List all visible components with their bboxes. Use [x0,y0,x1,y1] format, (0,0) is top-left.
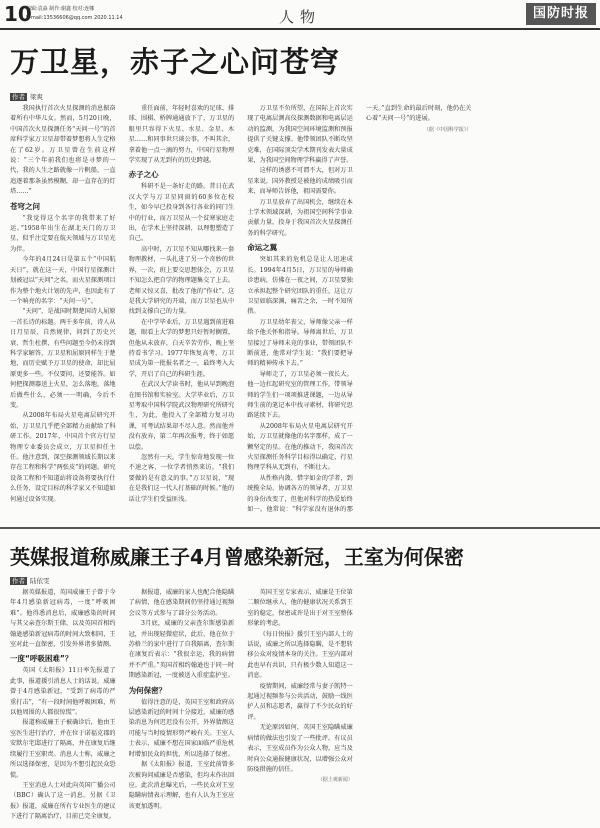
contact-date: E-mail:13536606@qq.com 2020.11.14 [26,15,123,21]
paragraph: 英国王室专家表示，威廉是王位第二顺位继承人，他的健康状况关系到王室的稳定，保密或许是出于对王室整体形象的考虑。 [247,589,353,628]
article2-body [10,588,590,826]
paragraph: 值得注意的是，英国王室和政府高层感染新冠的时间十分接近，威廉的感染消息为何迟迟没有公开，外界猜测这可能与当时疫情形势严峻有关。王室人士表示，威廉不想在国家面临严重危机时增加民众的担忧，所以选择了保密。 [128,698,235,758]
section-title: 人物 [278,8,321,26]
article1-subhead-3: 命运之翼 [247,243,278,253]
page-header [0,0,600,30]
article1-headline: 万卫星，赤子之心问苍穹 [10,45,341,79]
article1-subhead-1: 苍穹之问 [10,201,40,211]
article2-byline [10,576,50,585]
newspaper-logo: 国防时报 [526,3,596,25]
page-number: 10 [4,2,32,26]
paragraph: 从性格内敛、惜字如金的学者，到统揽全局、协调各方的领导者，万卫星的身份改变了，但他对科学的热爱始终如一。他常说：“科学家没有退休的那一天。”直到生命的最后时刻，他仍在关心着“天问一号”的进展。 [247,105,472,514]
paragraph: 据报道，威廉的家人也配合他隐瞒了病情，他在感染期间仍坚持通过视频会议等方式参与了部分公务活动。 [128,589,235,617]
paragraph: 报道称威廉王子被确诊后，他由王室医生进行治疗，并在位于诺福克郡的安默尔宅邸进行了隔离，并在康复后继续履行王室职责。消息人士称，威廉之所以选择保密，是因为不想引起民众恐慌。 [10,719,116,779]
paragraph: 《每日快报》援引王室内部人士的话说，威廉之所以选择隐瞒，是不想转移公众对疫情本身的关注。王室内部对此也早有共识，只有极少数人知道这一消息。 [247,630,353,680]
paragraph: 突如其来的危机总是让人迅速成长。1994年4月5日，万卫星的导师确诊患病，仿佛在一夜之间，万卫星要独立承担起整个研究团队的重任，这让万卫星如临深渊，痛苦之余，一时不知所措。 [247,256,353,316]
article2-source: （据上观新闻） [317,777,353,784]
paragraph: 我国执行首次火星探测的消息振奋着所有中华儿女。然而，5月20日晚，中国首次火星探测任务“天问一号”的首席科学家万卫星却带着梦想将人生定格在了62岁。万卫星曾在生前这样说：“三个年前我们也将是寻梦的一代，我的人生之路就像一片帆船，一直追逐着那条虽然模糊，却一直存在的灯塔……” [10,105,116,196]
article2-subhead-2: 为何保密？ [128,685,167,695]
paragraph: 据《太阳报》报道，王室此前曾多次被询问威廉是否感染，但均未作出回应。此次消息曝光后，一些民众对王室隐瞒病情表示理解，也有人认为王室应该更加透明。 [128,761,235,810]
paragraph: 据英媒报道，英国威廉王子曾于今年4月感染新冠病毒，一度“呼吸困难”。他得悉消息后，威廉感染的时间与其父亲查尔斯王储、以及英国首相约翰逊感染新冠病毒的时间大致相同，王室对此一直保密，引发外界诸多猜测。 [10,589,116,649]
article2-author: 陆依雯 [30,577,50,585]
article1-body [10,104,590,520]
paragraph: 从2008年布局火星电离层研究开始，万卫星几乎把全部精力贡献给了科研工作。2017年，中国首个官方行星物理专业委员会成立，万卫星担任主任。他注意到，深空探测领域长期以来存在工程和科学“两张皮”的问题。研究设备工程和不知道站将设备将要执行什么任务，设定目标的科学家又不知道如何通过设备实现。 [10,412,116,503]
editor-credits: 编辑:袁淼 制作:谢鑫 校对:连娜 [26,6,95,12]
paragraph: 今年的4月24日是第五个“中国航天日”，就在这一天，中国行星探测计划被冠以“天问”之名，而火星探测项目作为整个地火计划的先声，也因此有了一个响亮的名字：“天问一号”。 [10,256,116,305]
article1-author: 梁爽 [30,93,43,101]
paragraph: 3月底，威廉的父亲查尔斯感染新冠，并出现轻微症状，此后，他在位于苏格兰的家中进行了自我隔离，查尔斯在康复后表示：“我很幸运，我的病情并不严重。”英国首相约翰逊也于同一时期感染新冠，一度被送入重症监护室。 [128,620,235,680]
byline-tag: 作者 [12,93,25,101]
byline-tag: 作者 [12,577,25,585]
paragraph: 疫情期间，威廉经常与妻子凯特一起通过视频参与公共活动，鼓励一线医护人员和志愿者，赢得了不少民众的好评。 [247,682,353,721]
paragraph: 导师走了，万卫星必须一夜长大。他一边扛起研究室的管理工作，带领导师的学生们一项项推进课题，一边从导师生前的笔记本中找寻素材，将研究思路延续下去。 [247,370,353,420]
paragraph: 万卫星放弃了出国机会，继续在本土学术领域深耕，为祖国空间科学事业贡献力量，投身于我国首次火星探测任务的科学研究。 [247,198,353,237]
paragraph: “我觉得这个名字的我带来了好运。”1958年出生在湖北天门的万卫星，似乎注定要在航天领域与万卫星光为伴。 [10,214,116,253]
article-divider [0,527,600,529]
article2-headline: 英媒报道称威廉王子4月曾感染新冠，王室为何保密 [10,545,464,569]
paragraph: 高中时，万卫星不知从哪找来一套物理教材，一头扎进了另一个奇妙的世界，一次，班上要交思想体会，万卫星不知怎么把自学的物理题集交了上去。老师又惊又喜，批改了他的“作业”。这是我大学研究的开端，而万卫星也从中找到支撑自己的力量。 [128,245,235,316]
paragraph: 重任面前，年轻时喜欢的足球、排球、围棋、桥牌通通放下了，万卫星的眼里只容得下火星、水星、金星、木星……和同事世只谈公事。不叫其余，拿着他一点一滴的努力，中国行星物理学实现了从无到有的历史跨越。 [128,105,235,165]
paragraph: 万卫星幼年丧父，导师像父亲一样给予他关怀和指导。导师离世后，万卫星接过了导师未竟的事业，带领团队不断前进，他常对学生说：“我们要把导师的精神传承下去。” [247,318,353,368]
paragraph: 英国《太阳报》11日率先报道了此事，报道援引消息人士的话说，威廉曾于4月感染新冠，“受到了病毒的严重打击”，“有一段时间他呼吸困难，所以他周围的人都很惊慌”。 [10,667,116,717]
paragraph: 忽然有一天，学生惊奇地发现一位不速之客，一位学者悄然来访。“我们要做的是有意义的事。”万卫星说，“现在是我们这一代人打基础的时候。”他的话让学生们受益匪浅。 [128,454,235,503]
paragraph: 王室消息人士对此向英国广播公司（BBC）确认了这一消息。另据《卫报》报道，威廉在所有专业医生的建议下进行了隔离治疗，目前已完全康复。 [10,781,116,821]
article1-intro [10,104,116,198]
paragraph: 科研不是一条好走的路。昔日在武汉大学与万卫星同窗的60多位在校生，如今早已投身到各行各业的同门生中的行业，而万卫星从一个贫寒家庭走出，在学术上坚持深耕，以理想塑造了自己。 [128,183,235,243]
paragraph: 万卫星不负所望，在国际上首次实现了电离层测高仪探测数据和电离层运动的监测，为我国空间环境监测和预报提供了关键支撑。他带领团队不断攻坚克难，在国际顶尖学术期刊发表大量成果，为我国空间物理学科赢得了声誉。 [247,105,353,165]
paragraph: 这样的诱惑不可谓不大，但对万卫星来说，国外教授是被他的成绩吸引而来，而导师告诉他，祖国需要你。 [247,167,353,196]
article2-section-3 [247,630,353,776]
article1-byline [10,92,43,101]
article1-subhead-2: 赤子之心 [128,170,159,180]
article2-subhead-1: 一度“呼吸困难”？ [10,654,73,664]
paragraph: “天问”，是战国时期楚国诗人屈原一首长诗的标题。两千多年前，诗人从日月星辰、自然规律，问到了历史兴衰、哲生杜撰，有些问题至今仍未得到科学家解答，万卫星和屈原同样生于楚地，而历史赋予万卫星的使命，却比屈原更多一些。不仅要问，还要能答。如何把探测器送上火星，怎么落地，落地后做些什么，必须一一明确，今后不变。 [10,308,116,409]
article2-intro [10,588,116,650]
paragraph: 无论原因如何，英国王室隐瞒威廉病情的做法也引发了一些批评。有议员表示，王室成员作为公众人物，应当及时向公众通报健康状况，以增强公众对防疫措施的信任。 [247,724,353,773]
paragraph: 从2008年布局火星电离层研究开始，万卫星就像他的名字那样，成了一颗坚定的星。在他的推动下，我国首次火星探测任务科学目标得以确定，行星物理学科从无到有，不断壮大。 [247,422,353,472]
paragraph: 在中学毕业后，万卫星遇到前进难题，眼看上大学的梦想只好暂时搁置，但他从未放弃，白天辛苦劳作，晚上坚持看书学习。1977年恢复高考，万卫星成为第一批报名者之一，最终考入大学，开启了自己的科研生涯。 [128,318,235,378]
article1-section-2 [129,182,235,380]
article1-source: （据《中国科学报》） [423,126,472,133]
paragraph: 在武汉大学读书时，他从早到晚泡在图书馆和实验室。大学毕业后，万卫星考取中国科学院武汉物理研究所研究生，为此，他投入了全部精力复习功课，可考试结果却不尽人意。然而他并没有放弃，第二年再次报考，终于如愿以偿。 [128,381,235,451]
